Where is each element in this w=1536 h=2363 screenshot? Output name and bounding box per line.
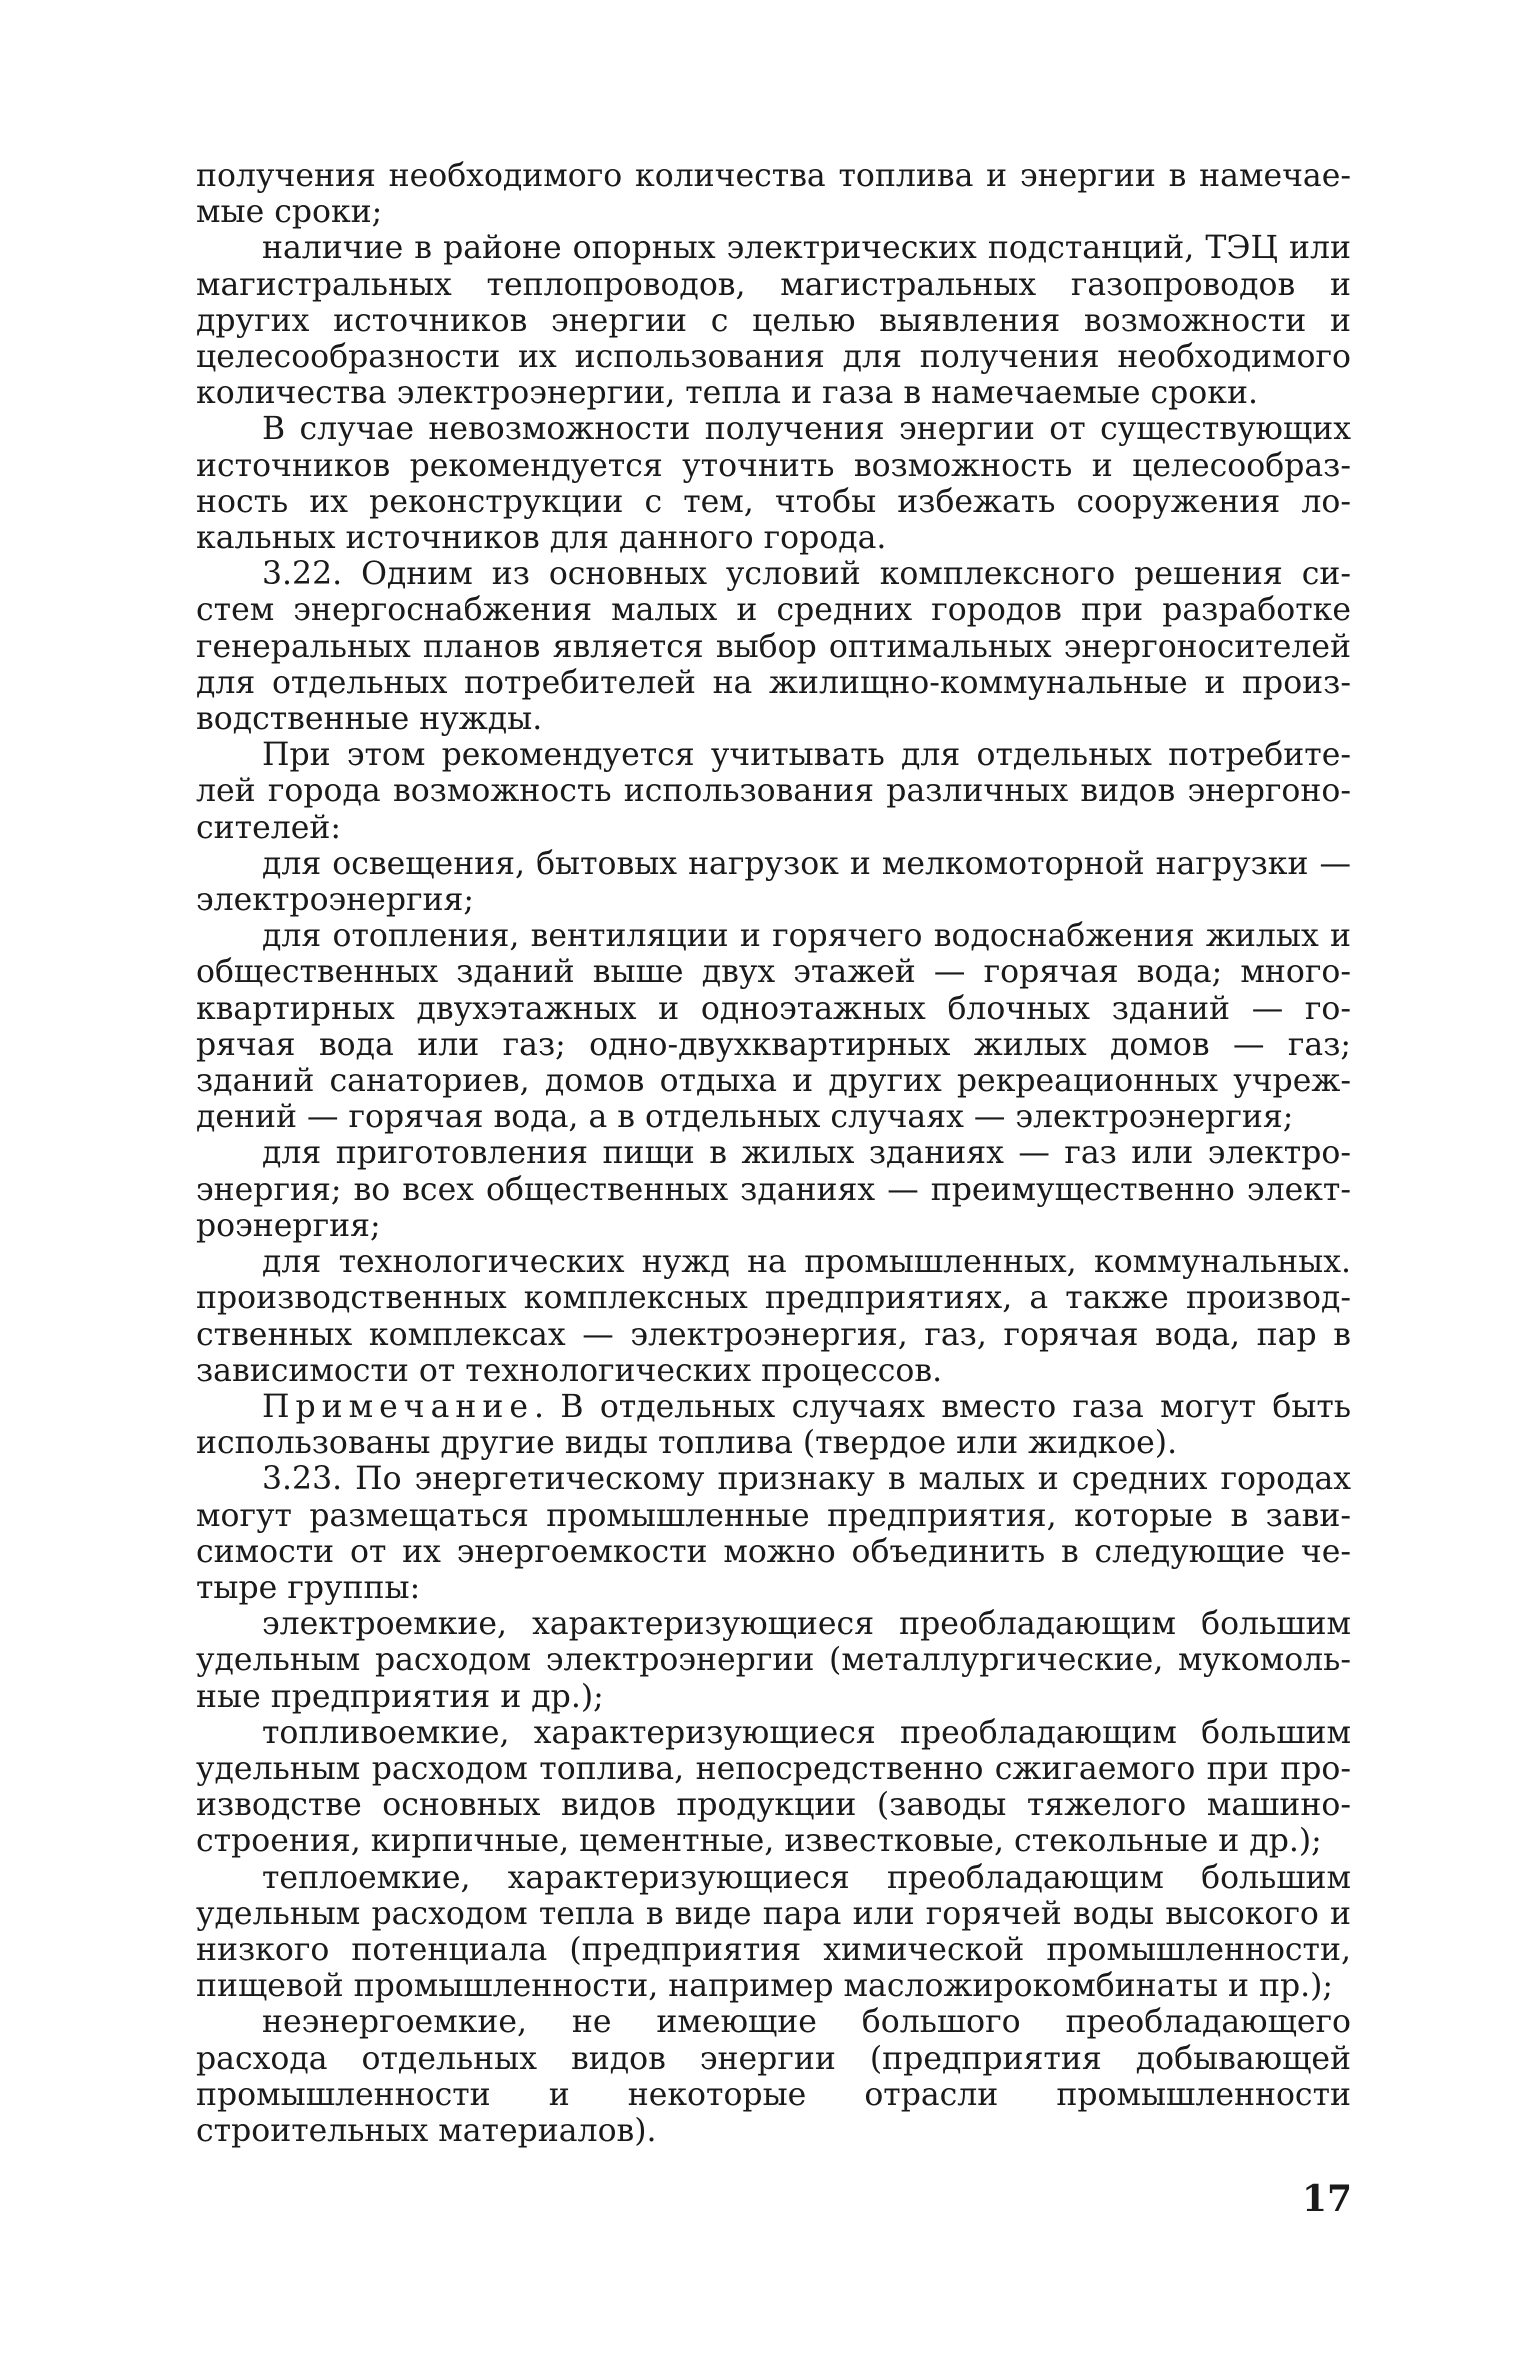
paragraph-fuel-intensive: топливоемкие, характеризующиеся преобладающим большим удельным расходом топлива, непосредственно сжигаемого при производстве основных видов продукции (заводы тяжелого машиностроения, кирпичные, цементные, известковые, стекольные и др.); — [196, 1714, 1351, 1860]
paragraph-note — [196, 1389, 1351, 1461]
paragraph-non-energy-intensive: неэнергоемкие, не имеющие большого преобладающего расхода отдельных видов энергии (предприятия добывающей промышленности и некоторые отрасли промышленности строительных материалов). — [196, 2004, 1351, 2149]
paragraph-energy-carriers: При этом рекомендуется учитывать для отдельных потребителей города возможность использования различных видов энергоносителей: — [196, 737, 1351, 846]
note-label: Примечание — [262, 1388, 535, 1425]
paragraph-reconstruction: В случае невозможности получения энергии от существующих источников рекомендуется уточнить возможность и целесообразность их реконструкции с тем, чтобы избежать сооружения локальных источников для данного города. — [196, 411, 1351, 557]
paragraph-heat-intensive: теплоемкие, характеризующиеся преобладающим большим удельным расходом тепла в виде пара или горячей воды высокого и низкого потенциала (предприятия химической промышленности, пищевой промышленности, например масложирокомбинаты и пр.); — [196, 1859, 1351, 2005]
paragraph-electro-intensive: электроемкие, характеризующиеся преобладающим большим удельным расходом электроэнергии (металлургические, мукомольные предприятия и др.); — [196, 1606, 1351, 1715]
paragraph-3-22: 3.22. Одним из основных условий комплексного решения систем энергоснабжения малых и средних городов при разработке генеральных планов является выбор оптимальных энергоносителей для отдельных потребителей на жилищно-коммунальные и производственные нужды. — [196, 556, 1351, 738]
page-number: 17 — [1302, 2178, 1353, 2220]
note-text: . В отдельных случаях вместо газа могут быть использованы другие виды топлива (твердое или жидкое). — [196, 1388, 1351, 1462]
paragraph-heating: для отопления, вентиляции и горячего водоснабжения жилых и общественных зданий выше двух этажей — горячая вода; многоквартирных двухэтажных и одноэтажных блочных зданий — горячая вода или газ; одно-двухквартирных жилых домов — газ; зданий санаториев, домов отдыха и других рекреационных учреждений — горячая вода, а в отдельных случаях — электроэнергия; — [196, 918, 1351, 1136]
paragraph-lighting: для освещения, бытовых нагрузок и мелкомоторной нагрузки — электроэнергия; — [196, 845, 1351, 919]
paragraph-continuation: получения необходимого количества топлива и энергии в намечаемые сроки; — [196, 158, 1351, 231]
page-body — [196, 158, 1351, 2149]
paragraph-technological: для технологических нужд на промышленных, коммунальных. производственных комплексных предприятиях, а также производственных комплексах — электроэнергия, газ, горячая вода, пар в зависимости от технологических процессов. — [196, 1244, 1351, 1389]
paragraph-cooking: для приготовления пищи в жилых зданиях — газ или электроэнергия; во всех общественных зданиях — преимущественно электроэнергия; — [196, 1135, 1351, 1244]
paragraph-3-23: 3.23. По энергетическому признаку в малых и средних городах могут размещаться промышленные предприятия, которые в зависимости от их энергоемкости можно объединить в следующие четыре группы: — [196, 1461, 1351, 1606]
paragraph-substations: наличие в районе опорных электрических подстанций, ТЭЦ или магистральных теплопроводов, магистральных газопроводов и других источников энергии с целью выявления возможности и целесообразности их использования для получения необходимого количества электроэнергии, тепла и газа в намечаемые сроки. — [196, 230, 1351, 412]
